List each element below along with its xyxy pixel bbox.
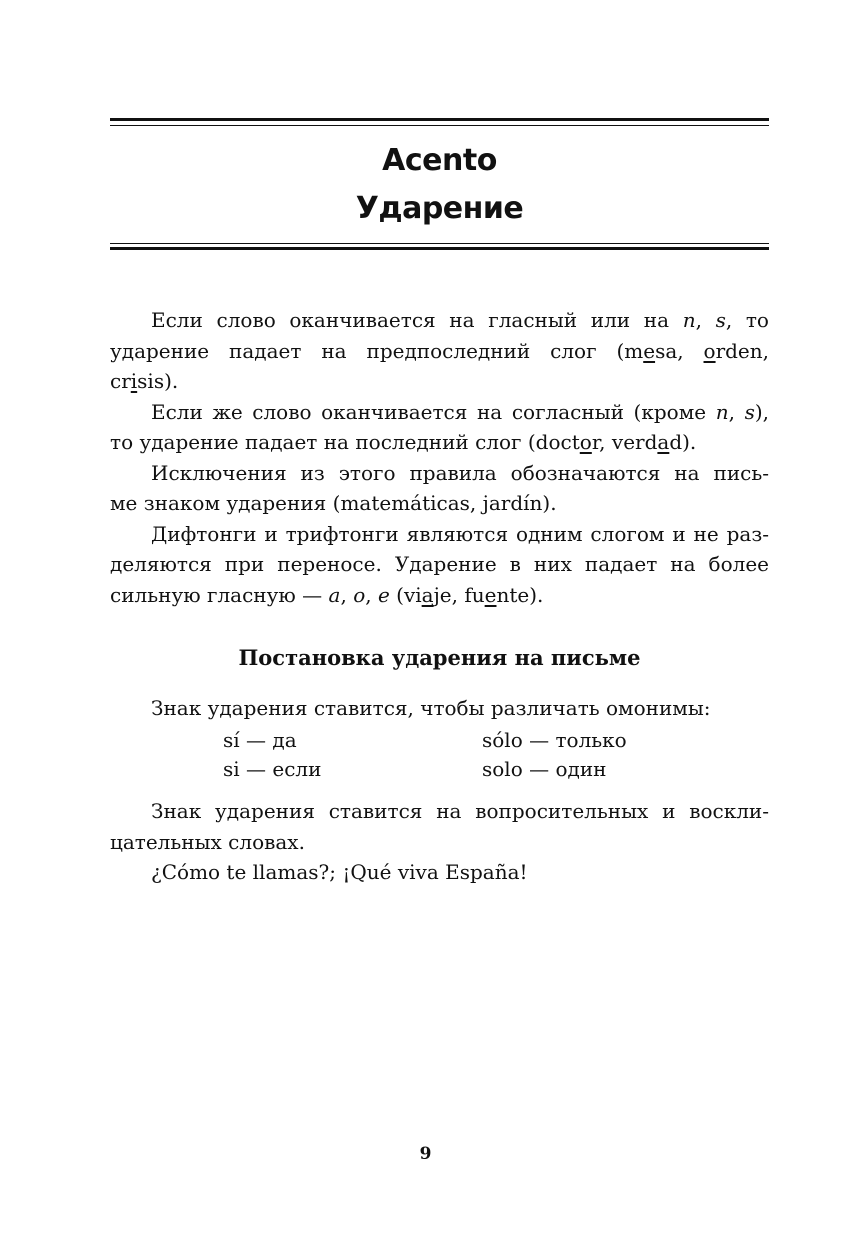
- homonym-pair-1: sólo — только: [482, 728, 627, 752]
- example-sentence: ¿Cómo te llamas?; ¡Qué viva España!: [151, 860, 528, 884]
- bottom-rule-thick: [110, 247, 769, 250]
- homonyms-intro: Знак ударения ставится, чтобы различать омонимы:: [151, 696, 711, 720]
- rules-text: [110, 305, 769, 610]
- paragraph-diphthongs: Дифтонги и трифтонги являются одним слогом и не раз- деляются при переносе. Ударение в них падает на более сильную гласную — a, o, e (viaje, fuente).: [110, 521, 769, 607]
- interrogative-rule: Знак ударения ставится на вопросительных и воскли- цательных словах. ¿Cómo te llamas?; ¡Qué viva España!: [110, 796, 769, 888]
- section-heading: Постановка ударения на письме: [238, 645, 641, 670]
- top-rule-thick: [110, 118, 769, 121]
- bottom-rule-thin: [110, 243, 769, 244]
- chapter-title-ru: Ударение: [355, 191, 524, 226]
- page-number: 9: [419, 1144, 432, 1164]
- homonym-pair-2: solo — один: [482, 757, 607, 781]
- paragraph-last-syllable-rule: Если же слово оканчивается на согласный (кроме n, s), то ударение падает на последний слог (doctor, verdad).: [110, 399, 769, 454]
- paragraph-penultimate-rule: Если слово оканчивается на гласный или на n, s, то ударение падает на предпоследний слог (mesa, orden, crisis).: [110, 308, 769, 393]
- top-rule-thin: [110, 125, 769, 126]
- homonym-word-2: si — если: [223, 757, 322, 781]
- chapter-title-es: Acento: [382, 143, 497, 178]
- paragraph-exceptions: Исключения из этого правила обозначаются на пись- ме знаком ударения (matemáticas, jardín).: [110, 460, 769, 515]
- homonym-word-1: sí — да: [223, 728, 297, 752]
